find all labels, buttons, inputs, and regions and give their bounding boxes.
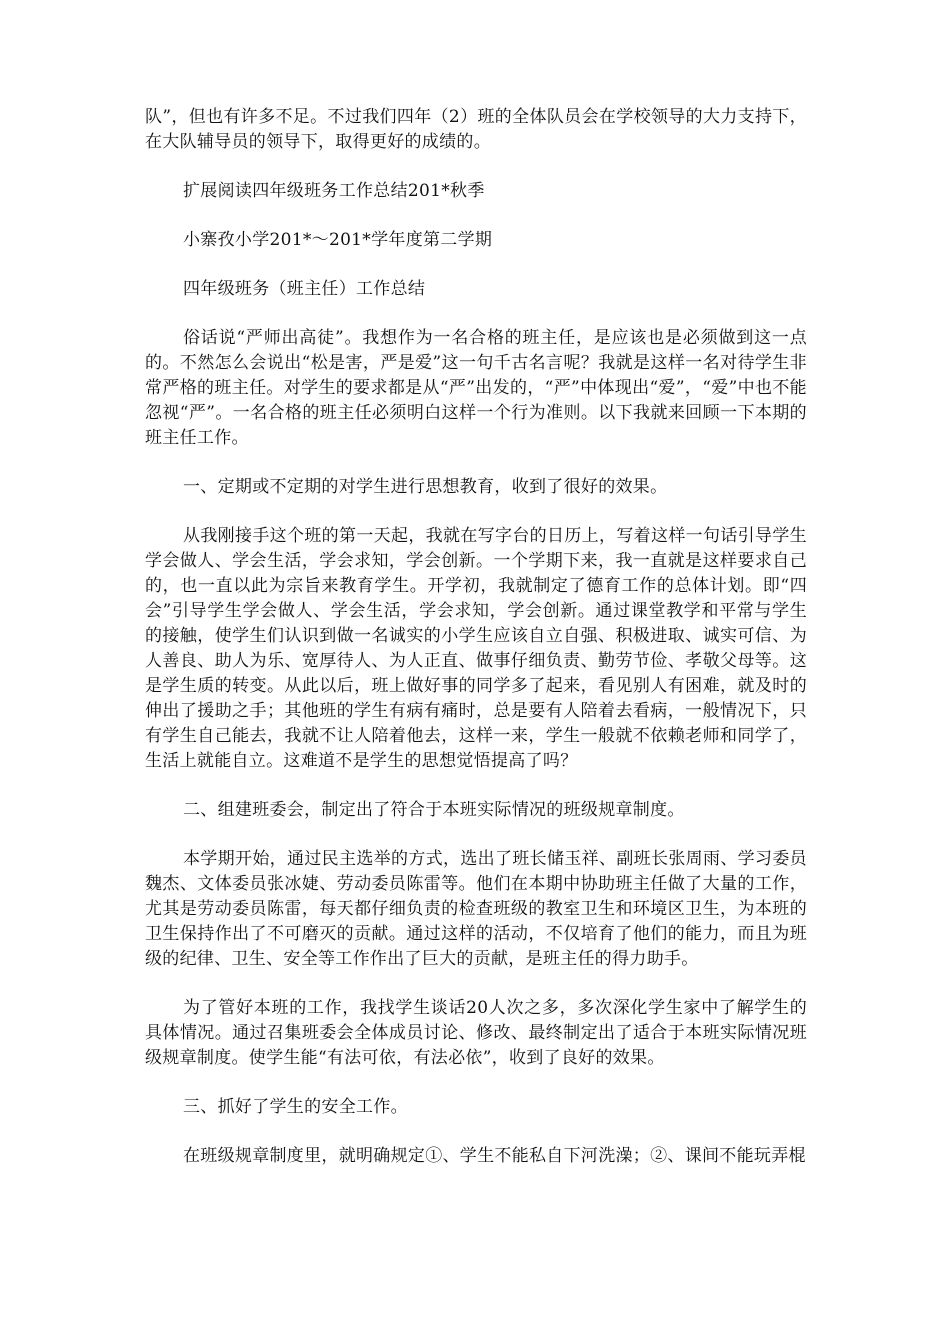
paragraph-section-1: 从我刚接手这个班的第一天起，我就在写字台的日历上，写着这样一句话引导学生学会做人、学会生活，学会求知，学会创新。一个学期下来，我一直就是这样要求自己的，也一直以此为宗旨来教育学生。开学初，我就制定了德育工作的总体计划。即“四会”引导学生学会做人、学会生活，学会求知，学会创新。通过课堂教学和平常与学生的接触，使学生们认识到做一名诚实的小学生应该自立自强、积极进取、诚实可信、为人善良、助人为乐、宽厚待人、为人正直、做事仔细负责、勤劳节俭、孝敬父母等。这是学生质的转变。从此以后，班上做好事的同学多了起来，看见别人有困难，就及时的伸出了援助之手；其他班的学生有病有痛时，总是要有人陪着去看病，一般情况下，只有学生自己能去，我就不让人陪着他去，这样一来，学生一般就不依赖老师和同学了，生活上就能自立。这难道不是学生的思想觉悟提高了吗？ [145,526,807,771]
paragraph-section-3: 在班级规章制度里，就明确规定①、学生不能私自下河洗澡；②、课间不能玩弄棍 [183,1146,806,1166]
paragraph-intro: 俗话说“严师出高徒”。我想作为一名合格的班主任，是应该也是必须做到这一点的。不然怎么会说出“松是害，严是爱”这一句千古名言呢？我就是这样一名对待学生非常严格的班主任。对学生的要求都是从“严”出发的，“严”中体现出“爱”，“爱”中也不能忽视“严”。一名合格的班主任必须明白这样一个行为准则。以下我就来回顾一下本期的班主任工作。 [145,328,807,448]
paragraph-section-2a: 本学期开始，通过民主选举的方式，选出了班长储玉祥、副班长张周雨、学习委员魏杰、文体委员张冰婕、劳动委员陈雷等。他们在本期中协助班主任做了大量的工作，尤其是劳动委员陈雷，每天都仔细负责的检查班级的教室卫生和环境区卫生，为本班的卫生保持作出了不可磨灭的贡献。通过这样的活动，不仅培育了他们的能力，而且为班级的纪律、卫生、安全等工作作出了巨大的贡献，是班主任的得力助手。 [145,849,807,969]
section-heading-2: 二、组建班委会，制定出了符合于本班实际情况的班级规章制度。 [183,800,685,820]
school-term-line: 小寨孜小学201*～201*学年度第二学期 [183,230,493,250]
document-title: 四年级班务（班主任）工作总结 [183,279,426,299]
section-heading-1: 一、定期或不定期的对学生进行思想教育，收到了很好的效果。 [183,477,668,497]
paragraph-continuation: 队”，但也有许多不足。不过我们四年（2）班的全体队员会在学校领导的大力支持下，在大队辅导员的领导下，取得更好的成绩的。 [145,107,807,152]
document-page [145,105,807,1169]
paragraph-section-2b: 为了管好本班的工作，我找学生谈话20人次之多，多次深化学生家中了解学生的具体情况。通过召集班委会全体成员讨论、修改、最终制定出了适合于本班实际情况班级规章制度。使学生能“有法可依，有法必依”，收到了良好的效果。 [145,998,807,1068]
extended-reading-heading: 扩展阅读四年级班务工作总结201*秋季 [183,181,485,201]
section-heading-3: 三、抓好了学生的安全工作。 [183,1097,408,1117]
